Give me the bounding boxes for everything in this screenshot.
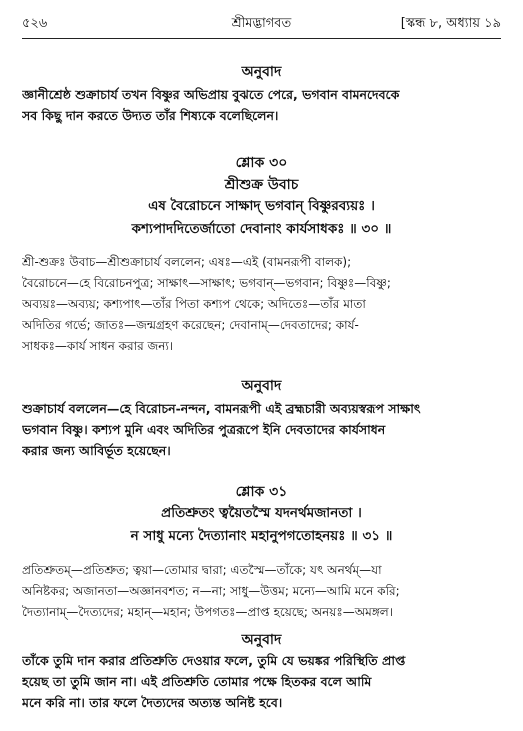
verse-line: কশ্যপাদদিতের্জাতো দেবানাং কার্যসাধকঃ ॥ ৩০ ॥ xyxy=(131,221,392,237)
translation-heading: অনুবাদ xyxy=(241,64,282,80)
translation-paragraph xyxy=(22,84,502,126)
page-number: ৫২৬ xyxy=(22,16,48,31)
text-line: বৈরোচনে—হে বিরোচনপুত্র; সাক্ষাৎ—সাক্ষাৎ; ভগবান্—ভগবান; বিষ্ণুঃ—বিষ্ণু; xyxy=(22,276,391,290)
page-header xyxy=(22,14,501,36)
header-divider xyxy=(22,38,501,39)
verse-number: শ্লোক ৩১ xyxy=(235,484,288,500)
translation-paragraph xyxy=(22,650,502,713)
translation-heading: অনুবাদ xyxy=(241,632,282,648)
synonyms-paragraph xyxy=(22,560,502,623)
text-line: করার জন্য আবির্ভূত হয়েছেন। xyxy=(22,443,171,458)
section-reference: [স্কন্ধ ৮, অধ্যায় ১৯ xyxy=(400,16,501,31)
verse-line: প্রতিশ্রুতং ত্বয়ৈতস্মৈ যদনর্থমজানতা । xyxy=(161,505,362,521)
translation-heading: অনুবাদ xyxy=(241,378,282,394)
text-line: জ্ঞানীশ্রেষ্ঠ শুক্রাচার্য তখন বিষ্ণুর অভিপ্রায় বুঝতে পেরে, ভগবান বামনদেবকে xyxy=(22,87,400,102)
verse-line: ন সাধু মন্যে দৈত্যানাং মহানুপগতোহনয়ঃ ॥ ৩১ ॥ xyxy=(130,528,393,544)
verse-line: এষ বৈরোচনে সাক্ষাদ্ ভগবান্ বিষ্ণুরব্যয়ঃ । xyxy=(148,198,375,214)
verse-text xyxy=(0,502,523,548)
text-line: তাঁকে তুমি দান করার প্রতিশ্রুতি দেওয়ার ফলে, তুমি যে ভয়ঙ্কর পরিস্থিতি প্রাপ্ত xyxy=(22,653,406,668)
text-line: ভগবান বিষ্ণু। কশ্যপ মুনি এবং অদিতির পুত্ররূপে ইনি দেবতাদের কার্যসাধন xyxy=(22,422,386,437)
text-line: শ্রী-শুক্রঃ উবাচ—শ্রীশুক্রাচার্য বললেন; এষঃ—এই (বামনরূপী বালক); xyxy=(22,255,352,269)
text-line: সব কিছু দান করতে উদ্যত তাঁর শিষ্যকে বলেছিলেন। xyxy=(22,108,279,123)
text-line: অদিতির গর্ভে; জাতঃ—জন্মগ্রহণ করেছেন; দেবানাম্—দেবতাদের; কার্য- xyxy=(22,318,359,332)
text-line: মনে করি না। তার ফলে দৈত্যদের অত্যন্ত অনিষ্ট হবে। xyxy=(22,695,283,710)
text-line: হয়েছ তা তুমি জান না। এই প্রতিশ্রুতি তোমার পক্ষে হিতকর বলে আমি xyxy=(22,674,372,689)
text-line: সাধকঃ—কার্য সাধন করার জন্য। xyxy=(22,339,174,353)
verse-speaker: শ্রীশুক্র উবাচ xyxy=(224,177,299,193)
synonyms-paragraph xyxy=(22,252,502,357)
text-line: শুক্রাচার্য বললেন—হে বিরোচন-নন্দন, বামনরূপী এই ব্রহ্মচারী অব্যয়স্বরূপ সাক্ষাৎ xyxy=(22,401,421,416)
translation-paragraph xyxy=(22,398,502,461)
text-line: প্রতিশ্রুতম্—প্রতিশ্রুত; ত্বয়া—তোমার দ্বারা; এতস্মৈ—তাঁকে; যৎ অনর্থম্—যা xyxy=(22,563,382,577)
verse-number: শ্লোক ৩০ xyxy=(235,155,288,171)
text-line: অব্যয়ঃ—অব্যয়; কশ্যপাৎ—তাঁর পিতা কশ্যপ থেকে; অদিতেঃ—তাঁর মাতা xyxy=(22,297,366,311)
book-title: শ্রীমদ্ভাগবত xyxy=(231,16,292,31)
verse-text xyxy=(0,195,523,241)
text-line: অনিষ্টকর; অজানতা—অজ্ঞানবশত; ন—না; সাধু—উত্তম; মন্যে—আমি মনে করি; xyxy=(22,584,400,598)
text-line: দৈত্যানাম্—দৈত্যদের; মহান্—মহান; উপগতঃ—প্রাপ্ত হয়েছে; অনয়ঃ—অমঙ্গল। xyxy=(22,605,394,619)
